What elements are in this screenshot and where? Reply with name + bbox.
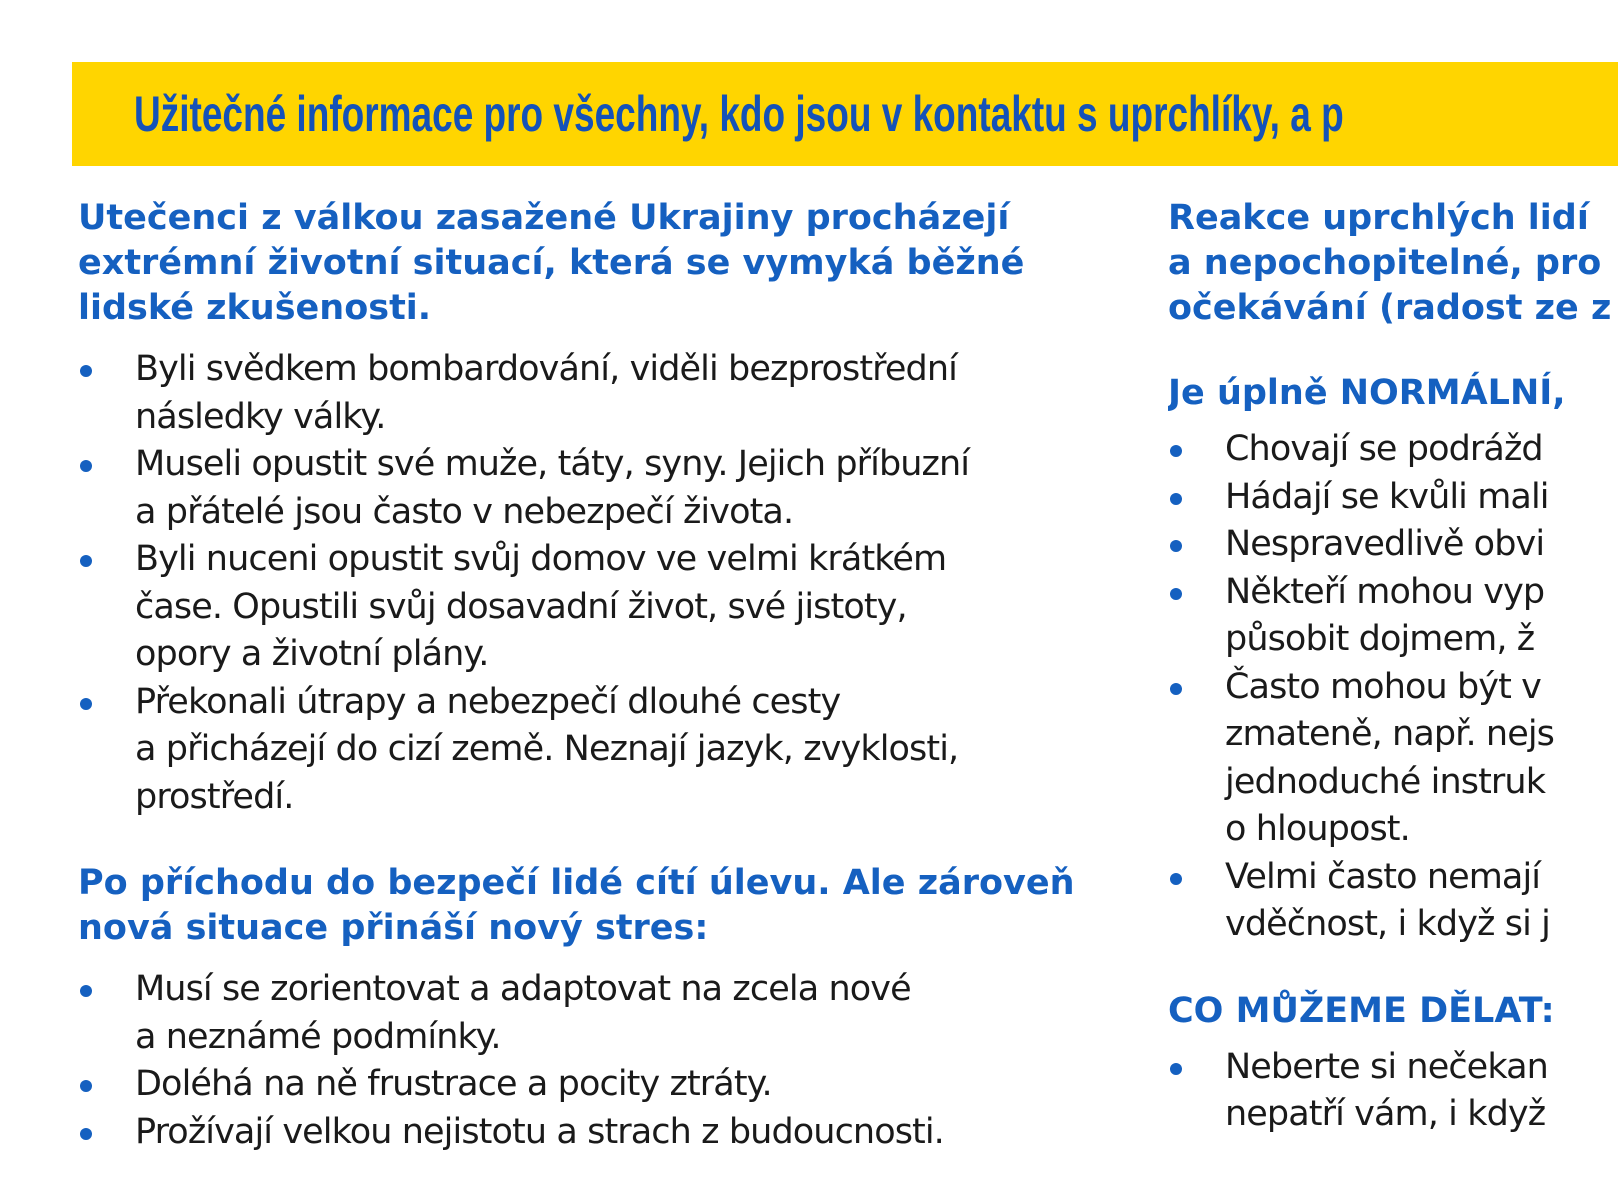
reactions-heading: Reakce uprchlých lidí a nepochopitelné, pro očekávání (radost ze z [1168, 198, 1612, 328]
bullet-icon [1170, 1063, 1182, 1075]
list-item [78, 1109, 1098, 1157]
list-item-text: Někteří mohou vyp působit dojmem, ž [1225, 571, 1545, 659]
bullet-icon [1170, 873, 1182, 885]
bullet-icon [80, 460, 92, 472]
bullet-icon [80, 698, 92, 710]
stress-list [78, 966, 1098, 1156]
list-item-text: Doléhá na ně frustrace a pocity ztráty. [135, 1064, 772, 1104]
list-item-text: Museli opustit své muže, táty, syny. Jejich příbuzní a přátelé jsou často v nebezpečí života. [135, 444, 970, 532]
right-column [1168, 196, 1618, 1200]
list-item-text: Musí se zorientovat a adaptovat na zcela nové a neznámé podmínky. [135, 969, 911, 1057]
what-we-can-do-list [1168, 1044, 1618, 1139]
normal-list [1168, 426, 1618, 949]
list-item [1168, 569, 1618, 664]
stress-heading: Po příchodu do bezpečí lidé cítí úlevu. Ale zároveň nová situace přináší nový stres: [78, 863, 1075, 948]
list-item-text: Velmi často nemají vděčnost, i když si j [1225, 856, 1550, 944]
list-item-text: Nespravedlivě obvi [1225, 524, 1545, 564]
bullet-icon [80, 985, 92, 997]
bullet-icon [1170, 588, 1182, 600]
list-item [78, 679, 1098, 822]
bullet-icon [1170, 493, 1182, 505]
list-item [1168, 664, 1618, 854]
list-item-text: Byli nuceni opustit svůj domov ve velmi krátkém čase. Opustili svůj dosavadní život, své jistoty, opory a životní plány. [135, 539, 947, 674]
list-item [78, 441, 1098, 536]
list-item-text: Překonali útrapy a nebezpečí dlouhé cesty a přicházejí do cizí země. Neznají jazyk, zvyklosti, prostředí. [135, 681, 959, 817]
list-item [78, 1061, 1098, 1109]
title-banner [72, 62, 1618, 166]
list-item [1168, 854, 1618, 949]
list-item-text: Hádají se kvůli mali [1225, 476, 1549, 517]
bullet-icon [80, 365, 92, 377]
list-item [1168, 1044, 1618, 1139]
left-column [78, 196, 1098, 1156]
what-we-can-do-heading: CO MŮŽEME DĚLAT: [1168, 990, 1555, 1031]
page-title: Užitečné informace pro všechny, kdo jsou v kontaktu s uprchlíky, a p [134, 86, 1344, 142]
list-item [1168, 521, 1618, 569]
list-item-text: Prožívají velkou nejistotu a strach z budoucnosti. [135, 1111, 944, 1152]
list-item-text: Byli svědkem bombardování, viděli bezprostřední následky války. [135, 349, 957, 437]
bullet-icon [80, 1080, 92, 1092]
bullet-icon [80, 1128, 92, 1140]
bullet-icon [1170, 540, 1182, 552]
list-item [78, 346, 1098, 441]
intro-heading: Utečenci z válkou zasažené Ukrajiny procházejí extrémní životní situací, která se vymyká běžné lidské zkušenosti. [78, 198, 1025, 328]
list-item [78, 966, 1098, 1061]
bullet-icon [80, 555, 92, 567]
list-item-text: Často mohou být v zmateně, např. nejs jednoduché instruk o hloupost. [1225, 666, 1554, 849]
list-item [78, 536, 1098, 679]
list-item-text: Neberte si nečekan nepatří vám, i když [1225, 1046, 1548, 1134]
intro-list [78, 346, 1098, 821]
bullet-icon [1170, 445, 1182, 457]
bullet-icon [1170, 683, 1182, 695]
list-item [1168, 474, 1618, 522]
list-item [1168, 426, 1618, 474]
normal-heading: Je úplně NORMÁLNÍ, [1168, 373, 1566, 413]
list-item-text: Chovají se podrážd [1225, 429, 1543, 469]
